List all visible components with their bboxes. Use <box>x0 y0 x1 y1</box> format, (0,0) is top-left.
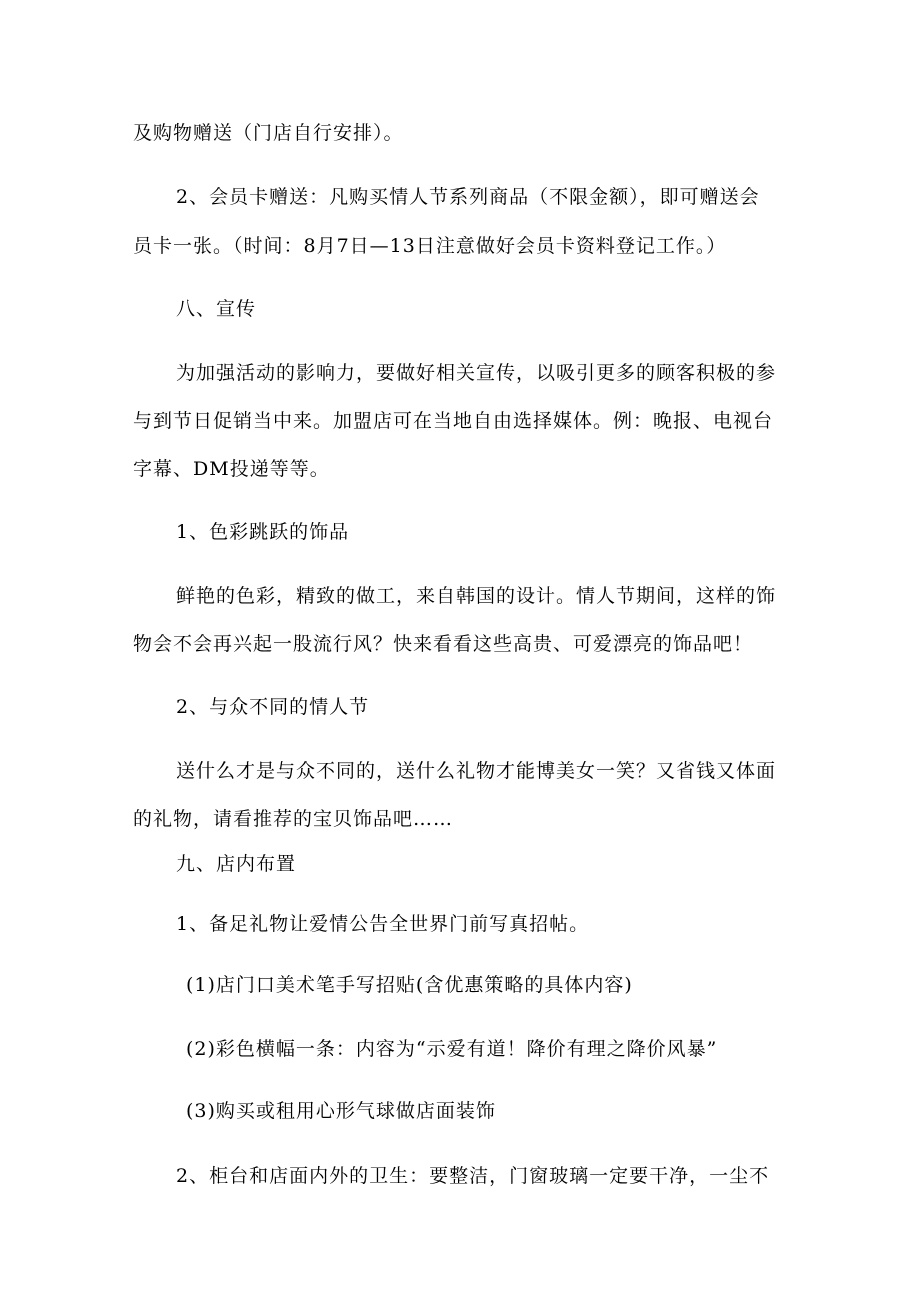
text-line: 2、柜台和店面内外的卫生：要整洁，门窗玻璃一定要干净，一尘不 <box>176 1165 770 1187</box>
text-line: 字幕、DM投递等等。 <box>133 458 330 480</box>
subheading: 1、色彩跳跃的饰品 <box>176 521 350 543</box>
text-line: 送什么才是与众不同的，送什么礼物才能博美女一笑？又省钱又体面 <box>176 760 777 782</box>
text-line: 2、会员卡赠送：凡购买情人节系列商品（不限金额），即可赠送会 <box>176 186 760 208</box>
section-heading: 九、店内布置 <box>176 853 297 875</box>
text-line: 鲜艳的色彩，精致的做工，来自韩国的设计。情人节期间，这样的饰 <box>176 585 777 607</box>
text-line: 员卡一张。（时间：8月7日—13日注意做好会员卡资料登记工作。） <box>133 235 727 257</box>
list-item: (3)购买或租用心形气球做店面装饰 <box>186 1100 496 1122</box>
section-heading: 八、宣传 <box>176 298 257 320</box>
text-line: 的礼物，请看推荐的宝贝饰品吧…… <box>133 808 454 830</box>
text-line: 与到节日促销当中来。加盟店可在当地自由选择媒体。例：晚报、电视台 <box>133 410 774 432</box>
text-line: 及购物赠送（门店自行安排）。 <box>133 122 404 144</box>
text-line: 物会不会再兴起一股流行风？快来看看这些高贵、可爱漂亮的饰品吧！ <box>133 633 754 655</box>
text-line: 为加强活动的影响力，要做好相关宣传，以吸引更多的顾客积极的参 <box>176 362 777 384</box>
text-line: 1、备足礼物让爱情公告全世界门前写真招帖。 <box>176 913 590 935</box>
subheading: 2、与众不同的情人节 <box>176 696 370 718</box>
list-item: (2)彩色横幅一条：内容为“示爱有道！降价有理之降价风暴” <box>186 1038 718 1060</box>
list-item: (1)店门口美术笔手写招贴(含优惠策略的具体内容) <box>186 974 633 996</box>
